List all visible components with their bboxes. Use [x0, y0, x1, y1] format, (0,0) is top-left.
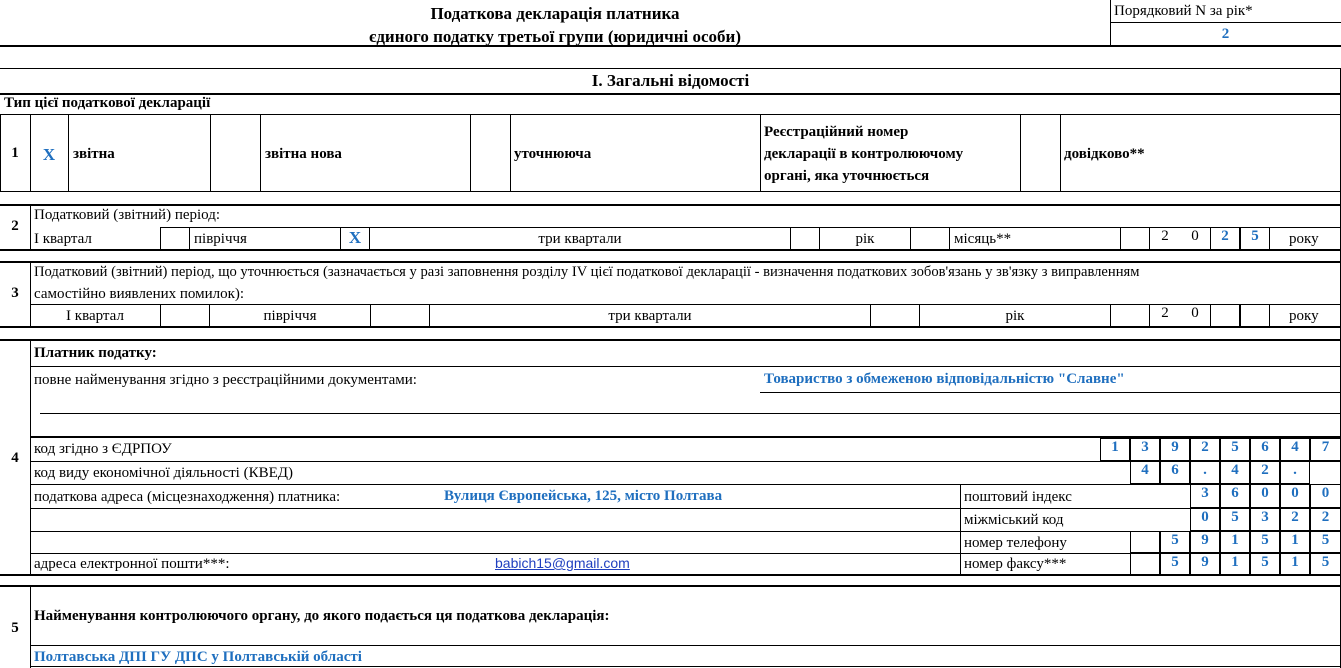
edrpou-label: код згідно з ЄДРПОУ	[34, 441, 172, 457]
kved-digit-3[interactable]: .	[1190, 461, 1220, 484]
edrpou-digit-2[interactable]: 3	[1130, 438, 1160, 461]
r4-l1	[30, 366, 1341, 367]
address-label: податкова адреса (місцезнаходження) платника:	[34, 489, 341, 505]
intercity-digit-5[interactable]: 2	[1310, 508, 1341, 531]
declaration-title-line2: єдиного податку третьої групи (юридичні особи)	[368, 27, 742, 46]
phone-digit-3[interactable]: 9	[1190, 531, 1220, 553]
fax-digit-6[interactable]: 1	[1280, 553, 1310, 575]
period-label: Податковий (звітний) період:	[34, 207, 221, 223]
row4-number: 4	[11, 450, 19, 466]
r5-numcol	[30, 586, 31, 668]
kved-label: код виду економічної діяльності (КВЕД)	[34, 465, 293, 481]
r4-l5	[30, 508, 1341, 509]
period-q1-checkbox[interactable]	[160, 227, 190, 250]
period-year-label: рік	[855, 231, 875, 247]
clarified-period-label-line1: Податковий (звітний) період, що уточнюється (зазначається у разі заповнення розділу IV цієї податкової декларації - визначення податкових зобов'язань у зв'язку з виправленням	[34, 264, 1140, 280]
kved-digit-4[interactable]: 4	[1220, 461, 1250, 484]
kved-digit-5[interactable]: 2	[1250, 461, 1280, 484]
postal-digit-4[interactable]: 0	[1280, 484, 1310, 508]
period-q3-label: три квартали	[538, 231, 622, 247]
order-number-value: 2	[1221, 26, 1230, 42]
reg-number-label-line1: Реєстраційний номер	[764, 124, 909, 140]
phone-digit-7[interactable]: 5	[1310, 531, 1341, 553]
order-divider	[1110, 22, 1341, 23]
clarified-q3-label: три квартали	[608, 308, 692, 324]
clarified-q1-checkbox[interactable]	[160, 304, 210, 327]
edrpou-digit-6[interactable]: 6	[1250, 438, 1280, 461]
edrpou-digit-8[interactable]: 7	[1310, 438, 1341, 461]
phone-digit-4[interactable]: 1	[1220, 531, 1250, 553]
edrpou-digit-5[interactable]: 5	[1220, 438, 1250, 461]
r4-name-underline	[760, 392, 1341, 393]
r1-v9	[1060, 114, 1061, 192]
fax-digit-7[interactable]: 5	[1310, 553, 1341, 575]
year-digit-1[interactable]: 2	[1161, 228, 1169, 244]
clarified-year-digit-3[interactable]	[1210, 304, 1240, 327]
fax-digit-3[interactable]: 9	[1190, 553, 1220, 575]
phone-digit-5[interactable]: 5	[1250, 531, 1280, 553]
clarified-half-checkbox[interactable]	[370, 304, 430, 327]
intercity-digit-4[interactable]: 2	[1280, 508, 1310, 531]
address-value[interactable]: Вулиця Європейська, 125, місто Полтава	[444, 488, 723, 504]
clarified-year-checkbox[interactable]	[1110, 304, 1150, 327]
row5-top	[0, 585, 1341, 587]
period-year-checkbox[interactable]	[910, 227, 950, 250]
reporting-checkbox[interactable]: X	[42, 145, 56, 164]
phone-label: номер телефону	[964, 535, 1067, 551]
r1-v6	[510, 114, 511, 192]
r1-v4	[260, 114, 261, 192]
section1-title: І. Загальні відомості	[591, 71, 750, 90]
declaration-title-line1: Податкова декларація платника	[430, 4, 680, 23]
clarified-year-digit-2[interactable]: 0	[1191, 305, 1199, 321]
r5-mid	[30, 645, 1341, 646]
r1-v2	[68, 114, 69, 192]
intercity-code-label: міжміський код	[964, 512, 1064, 528]
full-name-value[interactable]: Товариство з обмеженою відповідальністю "Славне"	[764, 371, 1125, 387]
r2-numcol	[30, 205, 31, 250]
row2-top	[0, 204, 1341, 206]
section-top-line	[0, 68, 1341, 69]
r1-v7	[760, 114, 761, 192]
fax-digit-5[interactable]: 5	[1250, 553, 1280, 575]
reference-label: довідково**	[1064, 146, 1145, 162]
postal-digit-5[interactable]: 0	[1310, 484, 1341, 508]
postal-digit-3[interactable]: 0	[1250, 484, 1280, 508]
reporting-new-checkbox[interactable]	[211, 115, 259, 191]
header-bottom-line	[0, 45, 1341, 47]
fax-digit-2[interactable]: 5	[1160, 553, 1190, 575]
reporting-label: звітна	[73, 146, 115, 162]
postal-code-label: поштовий індекс	[964, 489, 1072, 505]
postal-digit-2[interactable]: 6	[1220, 484, 1250, 508]
clarifying-label: уточнююча	[514, 146, 592, 162]
payer-title: Платник податку:	[34, 345, 157, 361]
year-digit-2[interactable]: 0	[1191, 228, 1199, 244]
edrpou-digit-7[interactable]: 4	[1280, 438, 1310, 461]
full-name-label: повне найменування згідно з реєстраційними документами:	[34, 372, 417, 388]
row3-top	[0, 261, 1341, 263]
clarified-q1-label: І квартал	[66, 308, 124, 324]
fax-digit-1[interactable]	[1130, 553, 1160, 575]
r4-name-underline2	[40, 413, 1341, 414]
email-label: адреса електронної пошти***:	[34, 556, 230, 572]
year-digit-3[interactable]: 2	[1210, 227, 1240, 250]
clarified-q3-checkbox[interactable]	[870, 304, 920, 327]
r4-l4	[30, 484, 1341, 485]
period-year-suffix: року	[1289, 231, 1319, 247]
email-link[interactable]: babich15@gmail.com	[495, 555, 630, 571]
period-q1-label: І квартал	[34, 231, 92, 247]
clarified-year-suffix: року	[1289, 308, 1319, 324]
clarified-year-digit-4[interactable]	[1240, 304, 1270, 327]
row3-number: 3	[11, 285, 19, 301]
authority-value[interactable]: Полтавська ДПІ ГУ ДПС у Полтавській області	[34, 649, 362, 665]
edrpou-digit-3[interactable]: 9	[1160, 438, 1190, 461]
phone-digit-1[interactable]	[1130, 531, 1160, 553]
clarifying-checkbox[interactable]	[471, 115, 509, 191]
kved-digit-1[interactable]: 4	[1130, 461, 1160, 484]
kved-digit-2[interactable]: 6	[1160, 461, 1190, 484]
declaration-type-label: Тип цієї податкової декларації	[4, 95, 211, 111]
intercity-digit-2[interactable]: 5	[1220, 508, 1250, 531]
row5-number: 5	[11, 620, 19, 636]
reg-number-label-line3: органі, яка уточнюється	[764, 168, 930, 184]
clarified-year-label: рік	[1005, 308, 1025, 324]
period-half-label: півріччя	[194, 231, 247, 247]
authority-label: Найменування контролюючого органу, до якого подається ця податкова декларація:	[34, 608, 610, 624]
reg-number-label-line2: декларації в контролюючому	[764, 146, 964, 162]
row4-top	[0, 339, 1341, 341]
reporting-new-label: звітна нова	[265, 146, 342, 162]
kved-digit-6[interactable]: .	[1280, 461, 1310, 484]
phone-digit-6[interactable]: 1	[1280, 531, 1310, 553]
reference-checkbox[interactable]	[1021, 115, 1059, 191]
period-q3-checkbox[interactable]	[790, 227, 820, 250]
r4-addr-divider	[960, 484, 961, 574]
r5-bottom	[30, 666, 1341, 667]
postal-digit-1[interactable]: 3	[1190, 484, 1220, 508]
clarified-period-label-line2: самостійно виявлених помилок):	[34, 286, 245, 302]
clarified-year-digit-1[interactable]: 2	[1161, 305, 1169, 321]
fax-digit-4[interactable]: 1	[1220, 553, 1250, 575]
clarified-half-label: півріччя	[263, 308, 317, 324]
order-number-label: Порядковий N за рік*	[1114, 3, 1253, 19]
edrpou-digit-1[interactable]: 1	[1100, 438, 1130, 461]
edrpou-digit-4[interactable]: 2	[1190, 438, 1220, 461]
phone-digit-2[interactable]: 5	[1160, 531, 1190, 553]
period-month-label: місяць**	[954, 231, 1012, 247]
period-month-checkbox[interactable]	[1120, 227, 1150, 250]
period-half-checkbox[interactable]: X	[340, 227, 370, 250]
fax-label: номер факсу***	[964, 556, 1067, 572]
intercity-digit-1[interactable]: 0	[1190, 508, 1220, 531]
row2-number: 2	[11, 218, 19, 234]
intercity-digit-3[interactable]: 3	[1250, 508, 1280, 531]
r4-numcol	[30, 340, 31, 575]
year-digit-4[interactable]: 5	[1240, 227, 1270, 250]
row1-number: 1	[11, 145, 19, 161]
